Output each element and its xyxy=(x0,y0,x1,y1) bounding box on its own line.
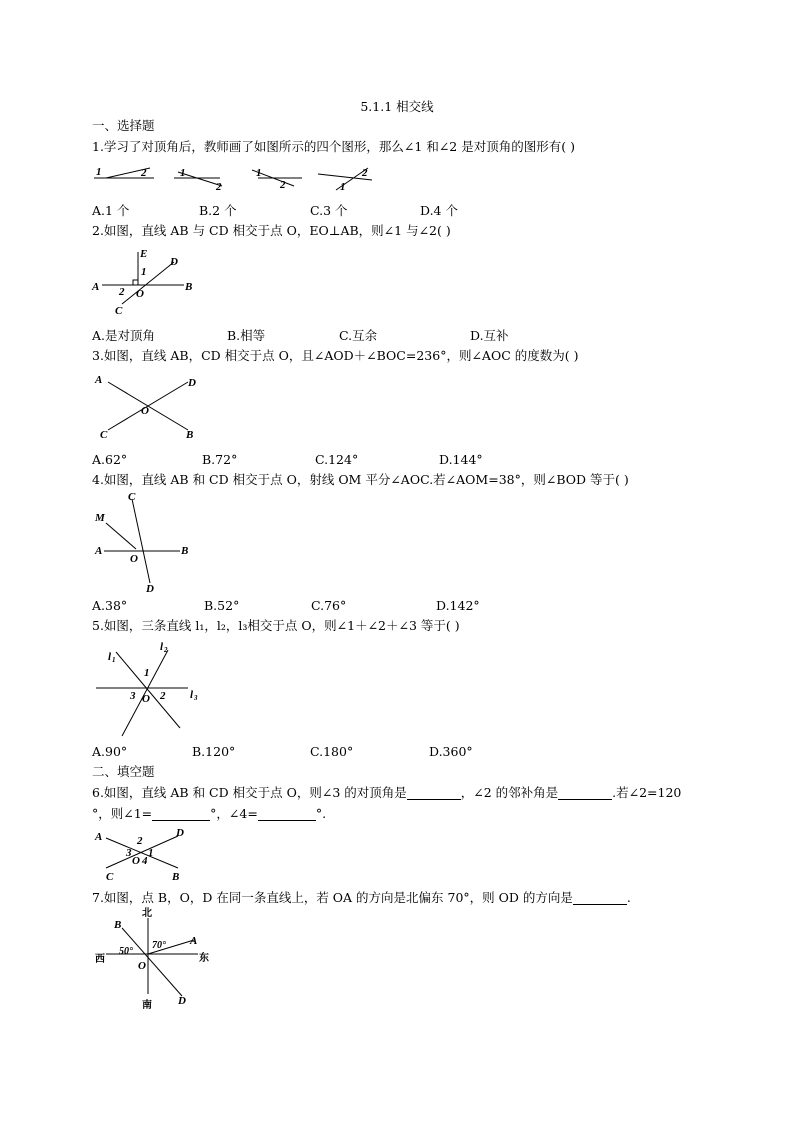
q6-blank-2[interactable] xyxy=(558,787,612,800)
q5-option-c[interactable]: C.180° xyxy=(310,744,354,759)
q7-label-o: O xyxy=(138,960,146,972)
q4-option-b[interactable]: B.52° xyxy=(204,598,240,613)
q2-option-c[interactable]: C.互余 xyxy=(339,328,378,343)
q3-label-c: C xyxy=(100,429,108,441)
q7-part-2: . xyxy=(626,890,631,905)
q5-label-l3: l xyxy=(190,689,194,701)
question-6-line-1 xyxy=(92,785,681,800)
q5-option-d[interactable]: D.360° xyxy=(429,744,473,759)
q7-blank[interactable] xyxy=(573,892,627,905)
q6-blank-4[interactable] xyxy=(258,808,316,821)
q2-option-b[interactable]: B.相等 xyxy=(227,328,266,343)
q6-label-1: 1 xyxy=(148,847,154,859)
q6-part-4: °，则∠1= xyxy=(92,806,153,821)
q5-label-l2: l xyxy=(160,641,164,653)
q6-label-3: 3 xyxy=(126,847,132,859)
q2-label-c: C xyxy=(115,305,123,317)
q3-option-d[interactable]: D.144° xyxy=(439,452,483,467)
q6-blank-1[interactable] xyxy=(407,787,461,800)
q3-option-a[interactable]: A.62° xyxy=(92,452,128,467)
question-6-line-2 xyxy=(92,806,326,821)
q7-label-70deg: 70° xyxy=(152,940,166,951)
q7-label-east: 东 xyxy=(199,953,209,964)
question-5-figure xyxy=(92,640,212,740)
q6-label-c: C xyxy=(106,871,114,883)
q5-option-b[interactable]: B.120° xyxy=(192,744,236,759)
q6-label-2: 2 xyxy=(137,835,143,847)
q6-blank-3[interactable] xyxy=(152,808,210,821)
question-3-figure xyxy=(92,370,212,444)
q7-label-b: B xyxy=(114,919,122,931)
question-7-figure xyxy=(92,904,222,1010)
q1-fig2-label-1: 1 xyxy=(180,167,186,179)
q4-label-m: M xyxy=(95,512,105,524)
question-7-text xyxy=(92,890,631,905)
q2-option-d[interactable]: D.互补 xyxy=(470,328,509,343)
q3-label-a: A xyxy=(95,374,103,386)
q6-part-2: ，∠2 的邻补角是 xyxy=(460,785,559,800)
question-6-figure xyxy=(92,826,202,884)
q5-label-l1: l xyxy=(108,651,112,663)
question-4-text: 4.如图，直线 AB 和 CD 相交于点 O，射线 OM 平分∠AOC.若∠AOM=38°，则∠BOD 等于( ) xyxy=(92,472,629,487)
q5-label-o: O xyxy=(142,693,150,705)
q7-label-50deg: 50° xyxy=(119,946,133,957)
q4-option-a[interactable]: A.38° xyxy=(92,598,128,613)
question-2-text: 2.如图，直线 AB 与 CD 相交于点 O，EO⊥AB，则∠1 与∠2( ) xyxy=(92,223,451,238)
q3-label-b: B xyxy=(186,429,194,441)
section-heading-choice: 一、选择题 xyxy=(92,118,155,133)
q4-option-d[interactable]: D.142° xyxy=(436,598,480,613)
q3-label-d: D xyxy=(188,377,196,389)
q2-label-a: A xyxy=(92,281,100,293)
question-5-text: 5.如图，三条直线 l₁，l₂，l₃相交于点 O，则∠1＋∠2＋∠3 等于( ) xyxy=(92,618,460,633)
q1-figure-1 xyxy=(94,166,154,179)
q5-label-l1-sub: 1 xyxy=(112,656,116,664)
q5-label-l2-sub: 2 xyxy=(164,646,168,654)
q1-option-a[interactable]: A.1 个 xyxy=(92,203,130,218)
q6-label-d: D xyxy=(176,827,184,839)
q1-fig2-label-2: 2 xyxy=(216,181,222,193)
q3-option-c[interactable]: C.124° xyxy=(315,452,359,467)
q4-label-c: C xyxy=(128,491,136,503)
q3-label-o: O xyxy=(141,405,149,417)
q6-label-a: A xyxy=(95,831,103,843)
q5-option-a[interactable]: A.90° xyxy=(92,744,128,759)
q1-option-d[interactable]: D.4 个 xyxy=(420,203,458,218)
question-4-figure xyxy=(92,491,202,595)
q7-label-d: D xyxy=(178,995,186,1007)
q6-part-6: °. xyxy=(315,806,327,821)
q5-label-1: 1 xyxy=(144,667,150,679)
q1-fig1-label-2: 2 xyxy=(141,167,147,179)
q2-label-2: 2 xyxy=(119,286,125,298)
q6-part-5: °，∠4= xyxy=(210,806,258,821)
question-1-text: 1.学习了对顶角后，教师画了如图所示的四个图形，那么∠1 和∠2 是对顶角的图形有( ) xyxy=(92,139,575,154)
q1-figure-3 xyxy=(252,167,302,191)
question-3-text: 3.如图，直线 AB，CD 相交于点 O，且∠AOD＋∠BOC=236°，则∠AOC 的度数为( ) xyxy=(92,348,579,363)
q4-label-d: D xyxy=(146,583,154,595)
q5-label-3: 3 xyxy=(130,690,136,702)
q1-fig3-label-2: 2 xyxy=(280,179,286,191)
q6-label-b: B xyxy=(172,871,180,883)
q2-label-b: B xyxy=(185,281,193,293)
q7-part-1: 7.如图，点 B，O，D 在同一条直线上，若 OA 的方向是北偏东 70°，则 OD 的方向是 xyxy=(92,890,573,905)
q7-label-north: 北 xyxy=(142,908,152,919)
q2-label-d: D xyxy=(170,256,178,268)
q7-label-south: 南 xyxy=(142,1000,152,1011)
q5-label-2: 2 xyxy=(160,690,166,702)
q1-fig4-label-1: 1 xyxy=(340,181,346,193)
q1-fig1-label-1: 1 xyxy=(96,166,102,178)
q1-fig3-label-1: 1 xyxy=(256,167,262,179)
q2-label-e: E xyxy=(140,248,148,260)
q6-part-1: 6.如图，直线 AB 和 CD 相交于点 O，则∠3 的对顶角是 xyxy=(92,785,407,800)
q6-label-4: 4 xyxy=(142,855,148,867)
section-heading-fill: 二、填空题 xyxy=(92,764,155,779)
q2-option-a[interactable]: A.是对顶角 xyxy=(92,328,156,343)
q1-fig4-label-2: 2 xyxy=(362,167,368,179)
q1-option-b[interactable]: B.2 个 xyxy=(199,203,237,218)
question-1-figures xyxy=(92,160,392,192)
q1-figure-2 xyxy=(174,167,222,193)
q3-option-b[interactable]: B.72° xyxy=(202,452,238,467)
q4-label-a: A xyxy=(95,545,103,557)
q7-label-west: 西 xyxy=(95,954,105,965)
q5-label-l3-sub: 3 xyxy=(194,694,198,702)
q1-option-c[interactable]: C.3 个 xyxy=(310,203,348,218)
q4-label-o: O xyxy=(130,553,138,565)
q6-part-3: .若∠2=120 xyxy=(612,785,682,800)
q4-option-c[interactable]: C.76° xyxy=(311,598,347,613)
q2-label-o: O xyxy=(136,288,144,300)
question-2-figure xyxy=(92,244,202,322)
q6-label-o: O xyxy=(132,855,140,867)
q7-label-a: A xyxy=(190,935,198,947)
q2-label-1: 1 xyxy=(141,266,147,278)
q1-figure-4 xyxy=(318,167,372,193)
page-title: 5.1.1 相交线 xyxy=(360,99,434,114)
q4-label-b: B xyxy=(181,545,189,557)
